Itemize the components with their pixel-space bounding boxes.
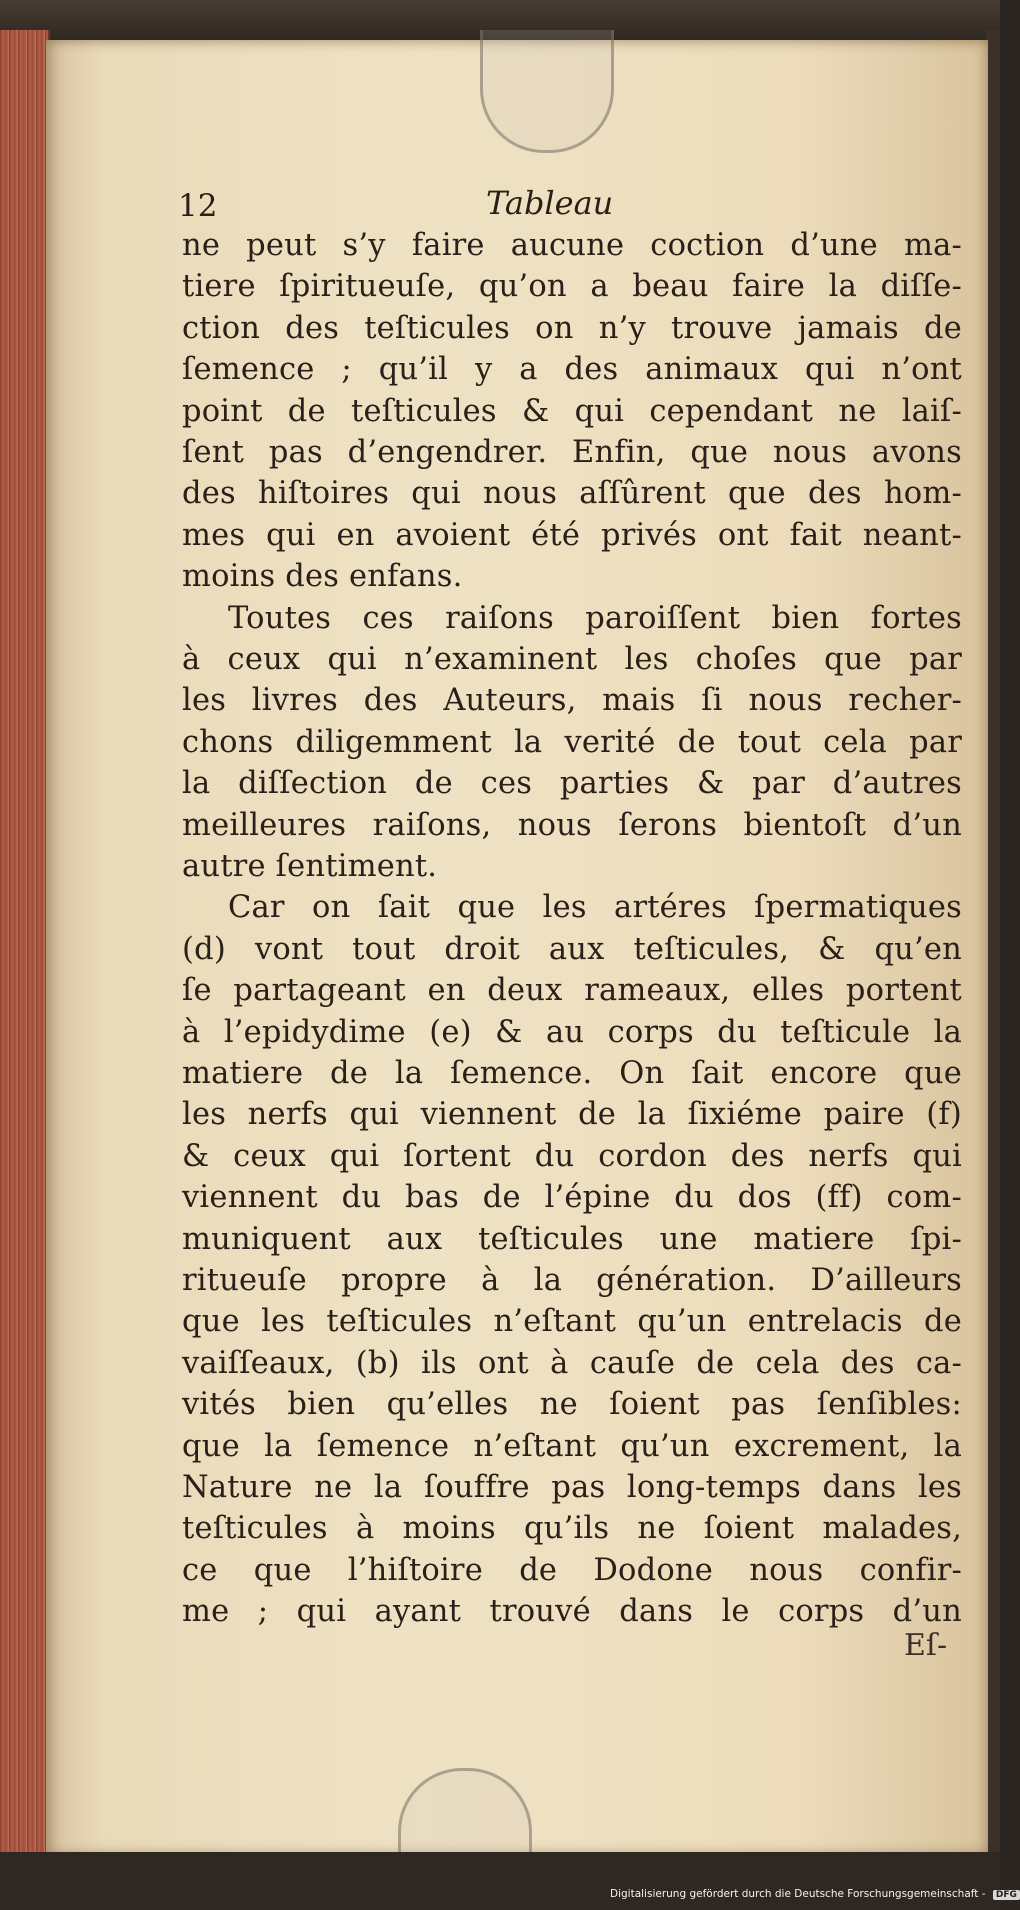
running-title: Tableau: [486, 184, 614, 222]
text-line: teſticules à moins qu’ils ne ſoient malades,: [182, 1511, 962, 1547]
text-line: viennent du bas de l’épine du dos (ff) com-: [182, 1180, 962, 1216]
text-line: mes qui en avoient été privés ont fait neant-: [182, 517, 962, 553]
text-line: moins des enfans.: [182, 559, 463, 595]
text-line: & ceux qui ſortent du cordon des nerfs qui: [182, 1138, 962, 1174]
text-line: Car on ſait que les artéres ſpermatiques: [228, 890, 962, 926]
page-number: 12: [178, 188, 218, 224]
text-line: que les teſticules n’eſtant qu’un entrelacis de: [182, 1304, 962, 1340]
text-line: à l’epidydime (e) & au corps du teſticule la: [182, 1014, 962, 1050]
catchword: Eſ-: [904, 1628, 948, 1663]
text-line: la diſſection de ces parties & par d’autres: [182, 766, 962, 802]
text-line: Nature ne la ſouffre pas long-temps dans les: [182, 1470, 962, 1505]
text-line: point de teſticules & qui cependant ne laiſ-: [182, 393, 962, 429]
text-line: ction des teſticules on n’y trouve jamais de: [182, 310, 962, 346]
text-line: vaiſſeaux, (b) ils ont à cauſe de cela des ca-: [182, 1345, 962, 1381]
text-line: chons diligemment la verité de tout cela par: [182, 724, 962, 760]
text-line: muniquent aux teſticules une matiere ſpi-: [182, 1221, 962, 1257]
text-line: ce que l’hiſtoire de Dodone nous confir-: [182, 1552, 962, 1588]
glass-clip-top: [480, 30, 614, 153]
text-line: ſe partageant en deux rameaux, elles portent: [182, 973, 962, 1009]
text-line: matiere de la ſemence. On ſait encore que: [182, 1056, 962, 1091]
text-line: à ceux qui n’examinent les choſes que par: [182, 642, 962, 677]
text-line: les nerfs qui viennent de la ſixiéme paire (f): [182, 1097, 962, 1133]
text-line: tiere ſpiritueuſe, qu’on a beau faire la diſſe-: [182, 269, 962, 305]
page-header: [178, 184, 938, 232]
book-page-edges-left: [0, 30, 50, 1860]
text-line: les livres des Auteurs, mais ſi nous recher-: [182, 683, 962, 719]
credit-text: Digitalisierung gefördert durch die Deutsche Forschungsgemeinschaft -: [610, 1888, 986, 1900]
text-line: autre ſentiment.: [182, 849, 438, 884]
text-line: ſent pas d’engendrer. Enfin, que nous avons: [182, 435, 962, 470]
text-line: ne peut s’y faire aucune coction d’une ma-: [182, 228, 962, 263]
text-line: que la ſemence n’eſtant qu’un excrement, la: [182, 1428, 962, 1464]
text-line: ſemence ; qu’il y a des animaux qui n’ont: [182, 352, 962, 388]
book-binding-right: [986, 30, 1000, 1860]
text-line: meilleures raiſons, nous ſerons bientoſt d’un: [182, 807, 962, 843]
digitization-credit: [610, 1888, 1017, 1906]
dfg-logo: DFG: [993, 1890, 1020, 1900]
text-line: (d) vont tout droit aux teſticules, & qu’en: [182, 931, 962, 967]
text-line: Toutes ces raiſons paroiſſent bien fortes: [228, 600, 962, 636]
text-line: me ; qui ayant trouvé dans le corps d’un: [182, 1594, 962, 1630]
text-line: des hiſtoires qui nous aſſûrent que des hom-: [182, 476, 962, 512]
text-line: ritueuſe propre à la génération. D’ailleurs: [182, 1263, 962, 1298]
text-line: vités bien qu’elles ne ſoient pas ſenſibles:: [182, 1387, 962, 1423]
